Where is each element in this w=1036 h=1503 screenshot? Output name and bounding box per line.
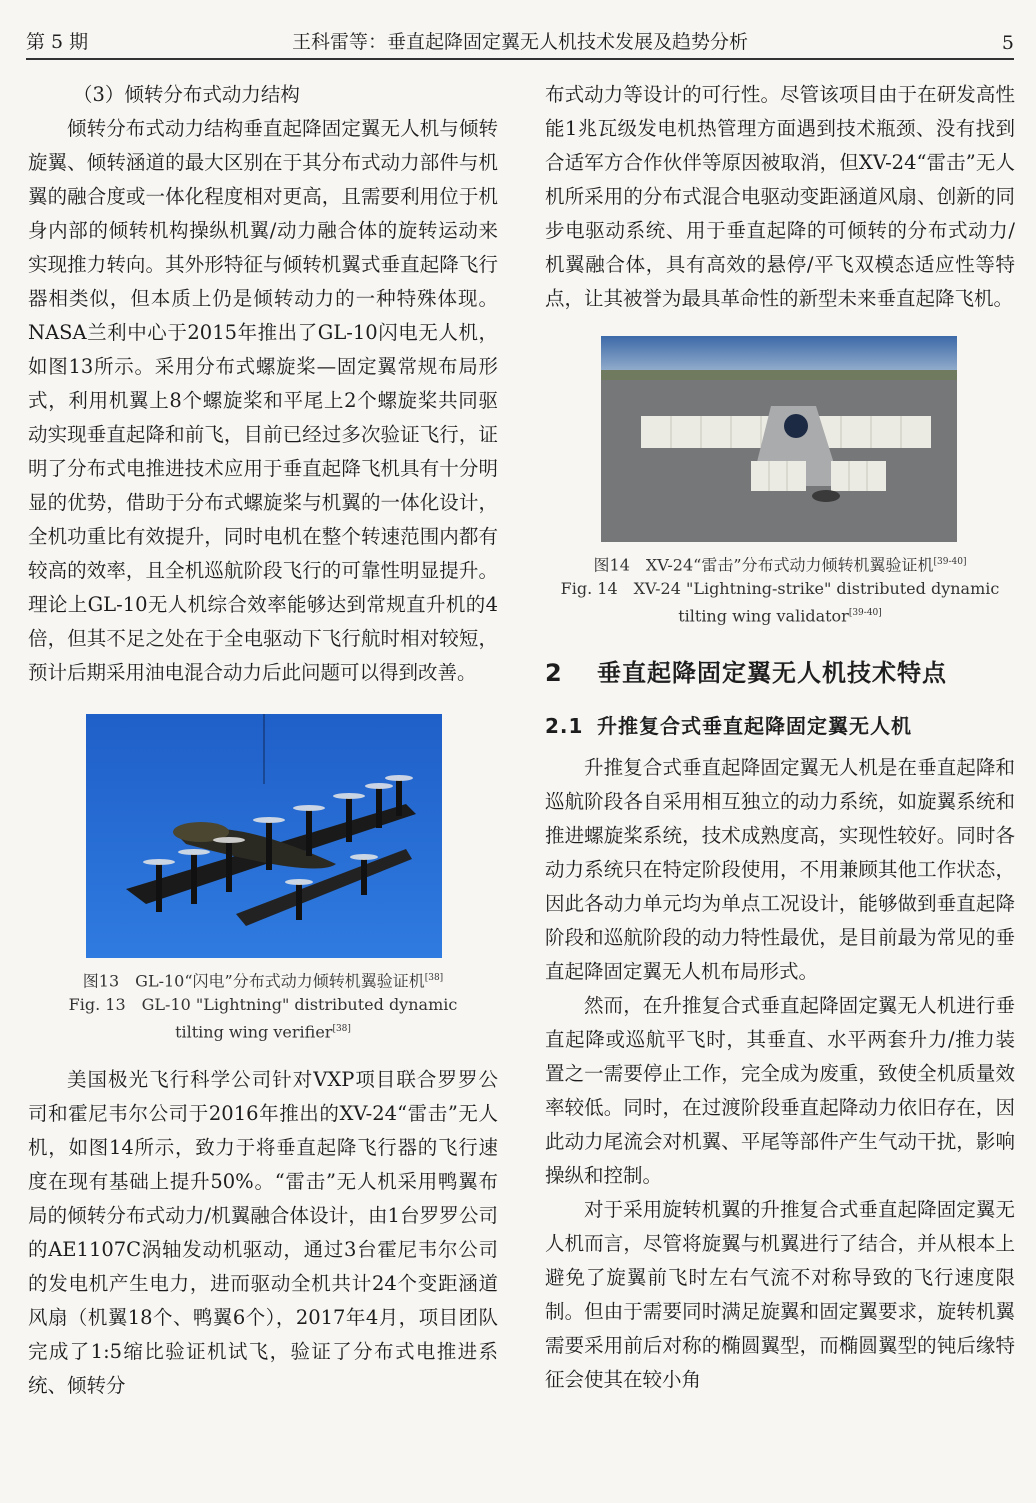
page-number: 5	[1001, 32, 1014, 54]
fig14-ref-en: [39-40]	[848, 608, 882, 619]
section-number: 2	[545, 658, 563, 687]
figure-13	[28, 714, 498, 1045]
paragraph-lift-thrust-drawbacks: 然而，在升推复合式垂直起降固定翼无人机进行垂直起降或巡航平飞时，其垂直、水平两套升力/推力装置之一需要停止工作，完全成为废重，致使全机质量效率较低。同时，在过渡阶段垂直起降动力依旧存在，因此动力尾流会对机翼、平尾等部件产生气动干扰，影响操纵和控制。	[545, 993, 1015, 1187]
paragraph-gl10: 倾转分布式动力结构垂直起降固定翼无人机与倾转旋翼、倾转涵道的最大区别在于其分布式动力部件与机翼的融合度或一体化程度相对更高，且需要利用位于机身内部的倾转机构操纵机翼/动力融合体的旋转运动来实现推力转向。其外形特征与倾转机翼式垂直起降飞行器相类似，但本质上仍是倾转动力的一种特殊体现。NASA兰利中心于2015年推出了GL-10闪电无人机，如图13所示。采用分布式螺旋桨—固定翼常规布局形式，利用机翼上8个螺旋桨和平尾上2个螺旋桨共同驱动实现垂直起降和前飞，目前已经过多次验证飞行，证明了分布式电推进技术应用于垂直起降飞机具有十分明显的优势，借助于分布式螺旋桨与机翼的一体化设计，全机功重比有效提升，同时电机在整个转速范围内都有较高的效率，且全机巡航阶段飞行的可靠性明显提升。理论上GL-10无人机综合效率能够达到常规直升机的4倍，但其不足之处在于全电驱动下飞行航时相对较短，预计后期采用油电混合动力后此问题可以得到改善。	[28, 117, 498, 684]
subhead-tilting-distributed: （3）倾转分布式动力结构	[73, 83, 300, 106]
fig13-caption	[28, 966, 498, 1045]
section-2-title	[545, 653, 1015, 688]
xv24-aircraft-image	[601, 336, 957, 542]
subsection-title-text: 升推复合式垂直起降固定翼无人机	[597, 713, 912, 738]
fig13-ref: [38]	[424, 973, 444, 983]
fig14-caption-en1: Fig. 14 XV-24 "Lightning-strike" distributed dynamic	[560, 579, 1000, 599]
fig13-caption-en1: Fig. 13 GL-10 "Lightning" distributed dynamic	[68, 995, 458, 1015]
paragraph-lift-thrust-intro: 升推复合式垂直起降固定翼无人机是在垂直起降和巡航阶段各自采用相互独立的动力系统，如旋翼系统和推进螺旋桨系统，技术成熟度高，实现性较好。同时各动力系统只在特定阶段使用，不用兼顾其他工作状态，因此各动力单元均为单点工况设计，能够做到垂直起降阶段和巡航阶段的动力特性最优，是目前最为常见的垂直起降固定翼无人机布局形式。	[545, 755, 1015, 983]
section-2-1-title	[545, 710, 1015, 739]
paragraph-xv24: 美国极光飞行科学公司针对VXP项目联合罗罗公司和霍尼韦尔公司于2016年推出的XV-24“雷击”无人机，如图14所示，致力于将垂直起降飞行器的飞行速度在现有基础上提升50%。“雷击”无人机采用鸭翼布局的倾转分布式动力/机翼融合体设计，由1台罗罗公司的AE1107C涡轴发动机驱动，通过3台霍尼韦尔公司的发电机产生电力，进而驱动全机共计24个变距涵道风扇（机翼18个、鸭翼6个），2017年4月，项目团队完成了1:5缩比验证机试飞，验证了分布式电推进系统、倾转分	[28, 1067, 498, 1397]
right-column	[545, 78, 1015, 1397]
left-column	[28, 78, 498, 1403]
running-title: 王科雷等：垂直起降固定翼无人机技术发展及趋势分析	[291, 31, 748, 53]
fig13-caption-cn: 图13 GL-10“闪电”分布式动力倾转机翼验证机	[82, 971, 425, 991]
fig13-ref-en: [38]	[332, 1024, 351, 1035]
xv24-photo	[601, 336, 957, 542]
fig13-caption-en2: tilting wing verifier	[175, 1022, 333, 1042]
paragraph-rotating-wing: 对于采用旋转机翼的升推复合式垂直起降固定翼无人机而言，尽管将旋翼与机翼进行了结合，并从根本上避免了旋翼前飞时左右气流不对称导致的飞行速度限制。但由于需要同时满足旋翼和固定翼要求，旋转机翼需要采用前后对称的椭圆翼型，而椭圆翼型的钝后缘特征会使其在较小角	[545, 1197, 1015, 1391]
fig14-caption	[545, 550, 1015, 629]
issue-label: 第 5 期	[26, 31, 89, 53]
subsection-number: 2.1	[545, 713, 584, 738]
fig14-caption-cn: 图14 XV-24“雷击”分布式动力倾转机翼验证机	[593, 555, 934, 575]
page-header	[26, 26, 1014, 60]
paragraph-xv24-cont: 布式动力等设计的可行性。尽管该项目由于在研发高性能1兆瓦级发电机热管理方面遇到技术瓶颈、没有找到合适军方合作伙伴等原因被取消，但XV-24“雷击”无人机所采用的分布式混合电驱动变距涵道风扇、创新的同步电驱动系统、用于垂直起降的可倾转的分布式动力/机翼融合体，具有高效的悬停/平飞双模态适应性等特点，让其被誉为最具革命性的新型未来垂直起降飞机。	[545, 83, 1015, 310]
gl10-aircraft-image	[86, 714, 442, 958]
section-title-text: 垂直起降固定翼无人机技术特点	[597, 658, 947, 687]
fig14-caption-en2: tilting wing validator	[678, 606, 849, 626]
gl10-photo	[86, 714, 442, 958]
figure-14	[545, 336, 1015, 629]
fig14-ref: [39-40]	[933, 557, 967, 567]
